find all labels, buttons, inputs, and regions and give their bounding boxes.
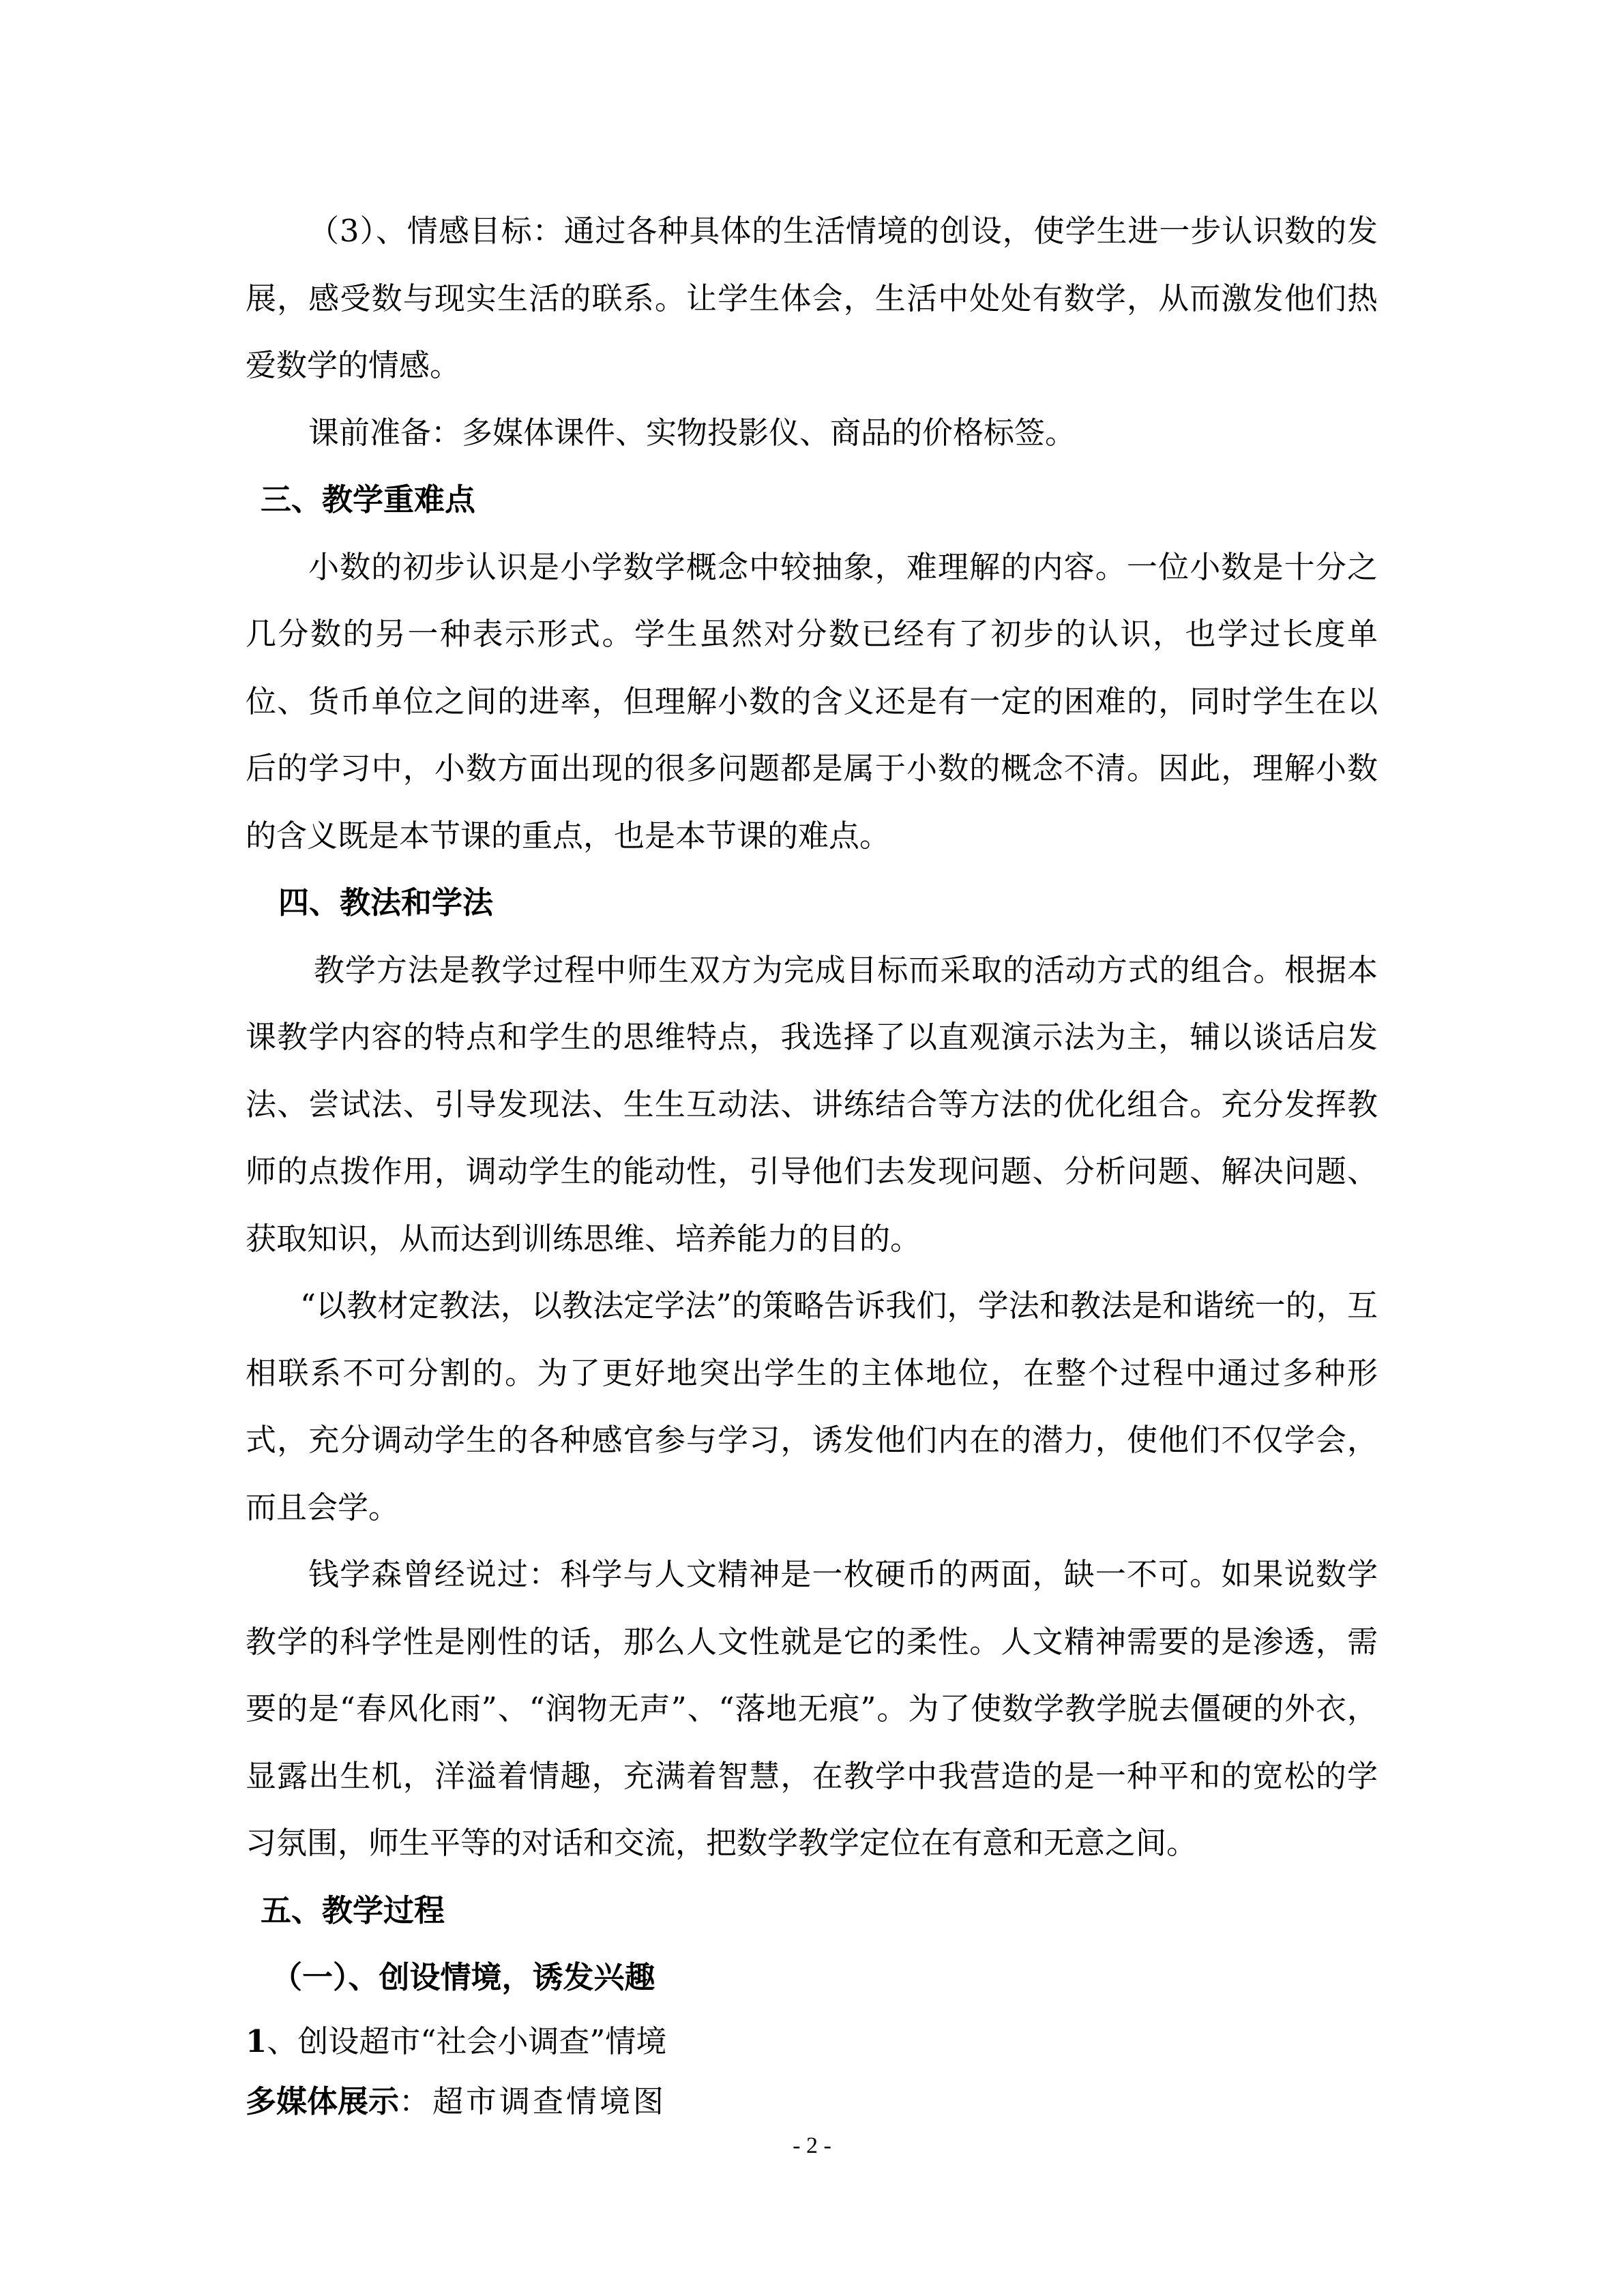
list-item-supermarket-survey [246, 2012, 1378, 2072]
heading-key-difficulties: 三、教学重难点 [261, 481, 476, 518]
page-number: - 2 - [793, 2133, 831, 2158]
paragraph-strategy: “以教材定教法，以教法定学法”的策略告诉我们，学法和教法是和谐统一的，互相联系不可分割的。为了更好地突出学生的主体地位，在整个过程中通过多种形式，充分调动学生的各种感官参与学习，诱发他们内在的潜力，使他们不仅学会，而且会学。 [246, 1287, 1378, 1525]
media-display-label: 多媒体展示 [246, 2083, 400, 2119]
paragraph-emotional-goal: （3）、情感目标：通过各种具体的生活情境的创设，使学生进一步认识数的发展，感受数与现实生活的联系。让学生体会，生活中处处有数学，从而激发他们热爱数学的情感。 [246, 213, 1378, 383]
heading-teaching-process: 五、教学过程 [261, 1892, 445, 1928]
media-display-line [246, 2072, 1378, 2132]
paragraph-preparation: 课前准备：多媒体课件、实物投影仪、商品的价格标签。 [308, 414, 1076, 451]
list-item-text: 、创设超市“社会小调查”情境 [267, 2023, 667, 2059]
media-display-text: ：超市调查情境图 [399, 2083, 667, 2119]
list-item-number: 1 [246, 2023, 267, 2059]
page-content [246, 198, 1378, 2132]
paragraph-key-difficulties: 小数的初步认识是小学数学概念中较抽象，难理解的内容。一位小数是十分之几分数的另一种表示形式。学生虽然对分数已经有了初步的认识，也学过长度单位、货币单位之间的进率，但理解小数的含义还是有一定的困难的，同时学生在以后的学习中，小数方面出现的很多问题都是属于小数的概念不清。因此，理解小数的含义既是本节课的重点，也是本节课的难点。 [246, 548, 1378, 854]
subheading-create-situation: （一）、创设情境，诱发兴趣 [271, 1959, 655, 1995]
heading-teaching-methods: 四、教法和学法 [278, 884, 494, 921]
paragraph-humanities: 钱学森曾经说过：科学与人文精神是一枚硬币的两面，缺一不可。如果说数学教学的科学性是刚性的话，那么人文性就是它的柔性。人文精神需要的是渗透，需要的是“春风化雨”、“润物无声”、“落地无痕”。为了使数学教学脱去僵硬的外衣，显露出生机，洋溢着情趣，充满着智慧，在教学中我营造的是一种平和的宽松的学习氛围，师生平等的对话和交流，把数学教学定位在有意和无意之间。 [246, 1556, 1378, 1861]
paragraph-teaching-methods: 教学方法是教学过程中师生双方为完成目标而采取的活动方式的组合。根据本课教学内容的特点和学生的思维特点，我选择了以直观演示法为主，辅以谈话启发法、尝试法、引导发现法、生生互动法、讲练结合等方法的优化组合。充分发挥教师的点拨作用，调动学生的能动性，引导他们去发现问题、分析问题、解决问题、获取知识，从而达到训练思维、培养能力的目的。 [246, 951, 1378, 1257]
